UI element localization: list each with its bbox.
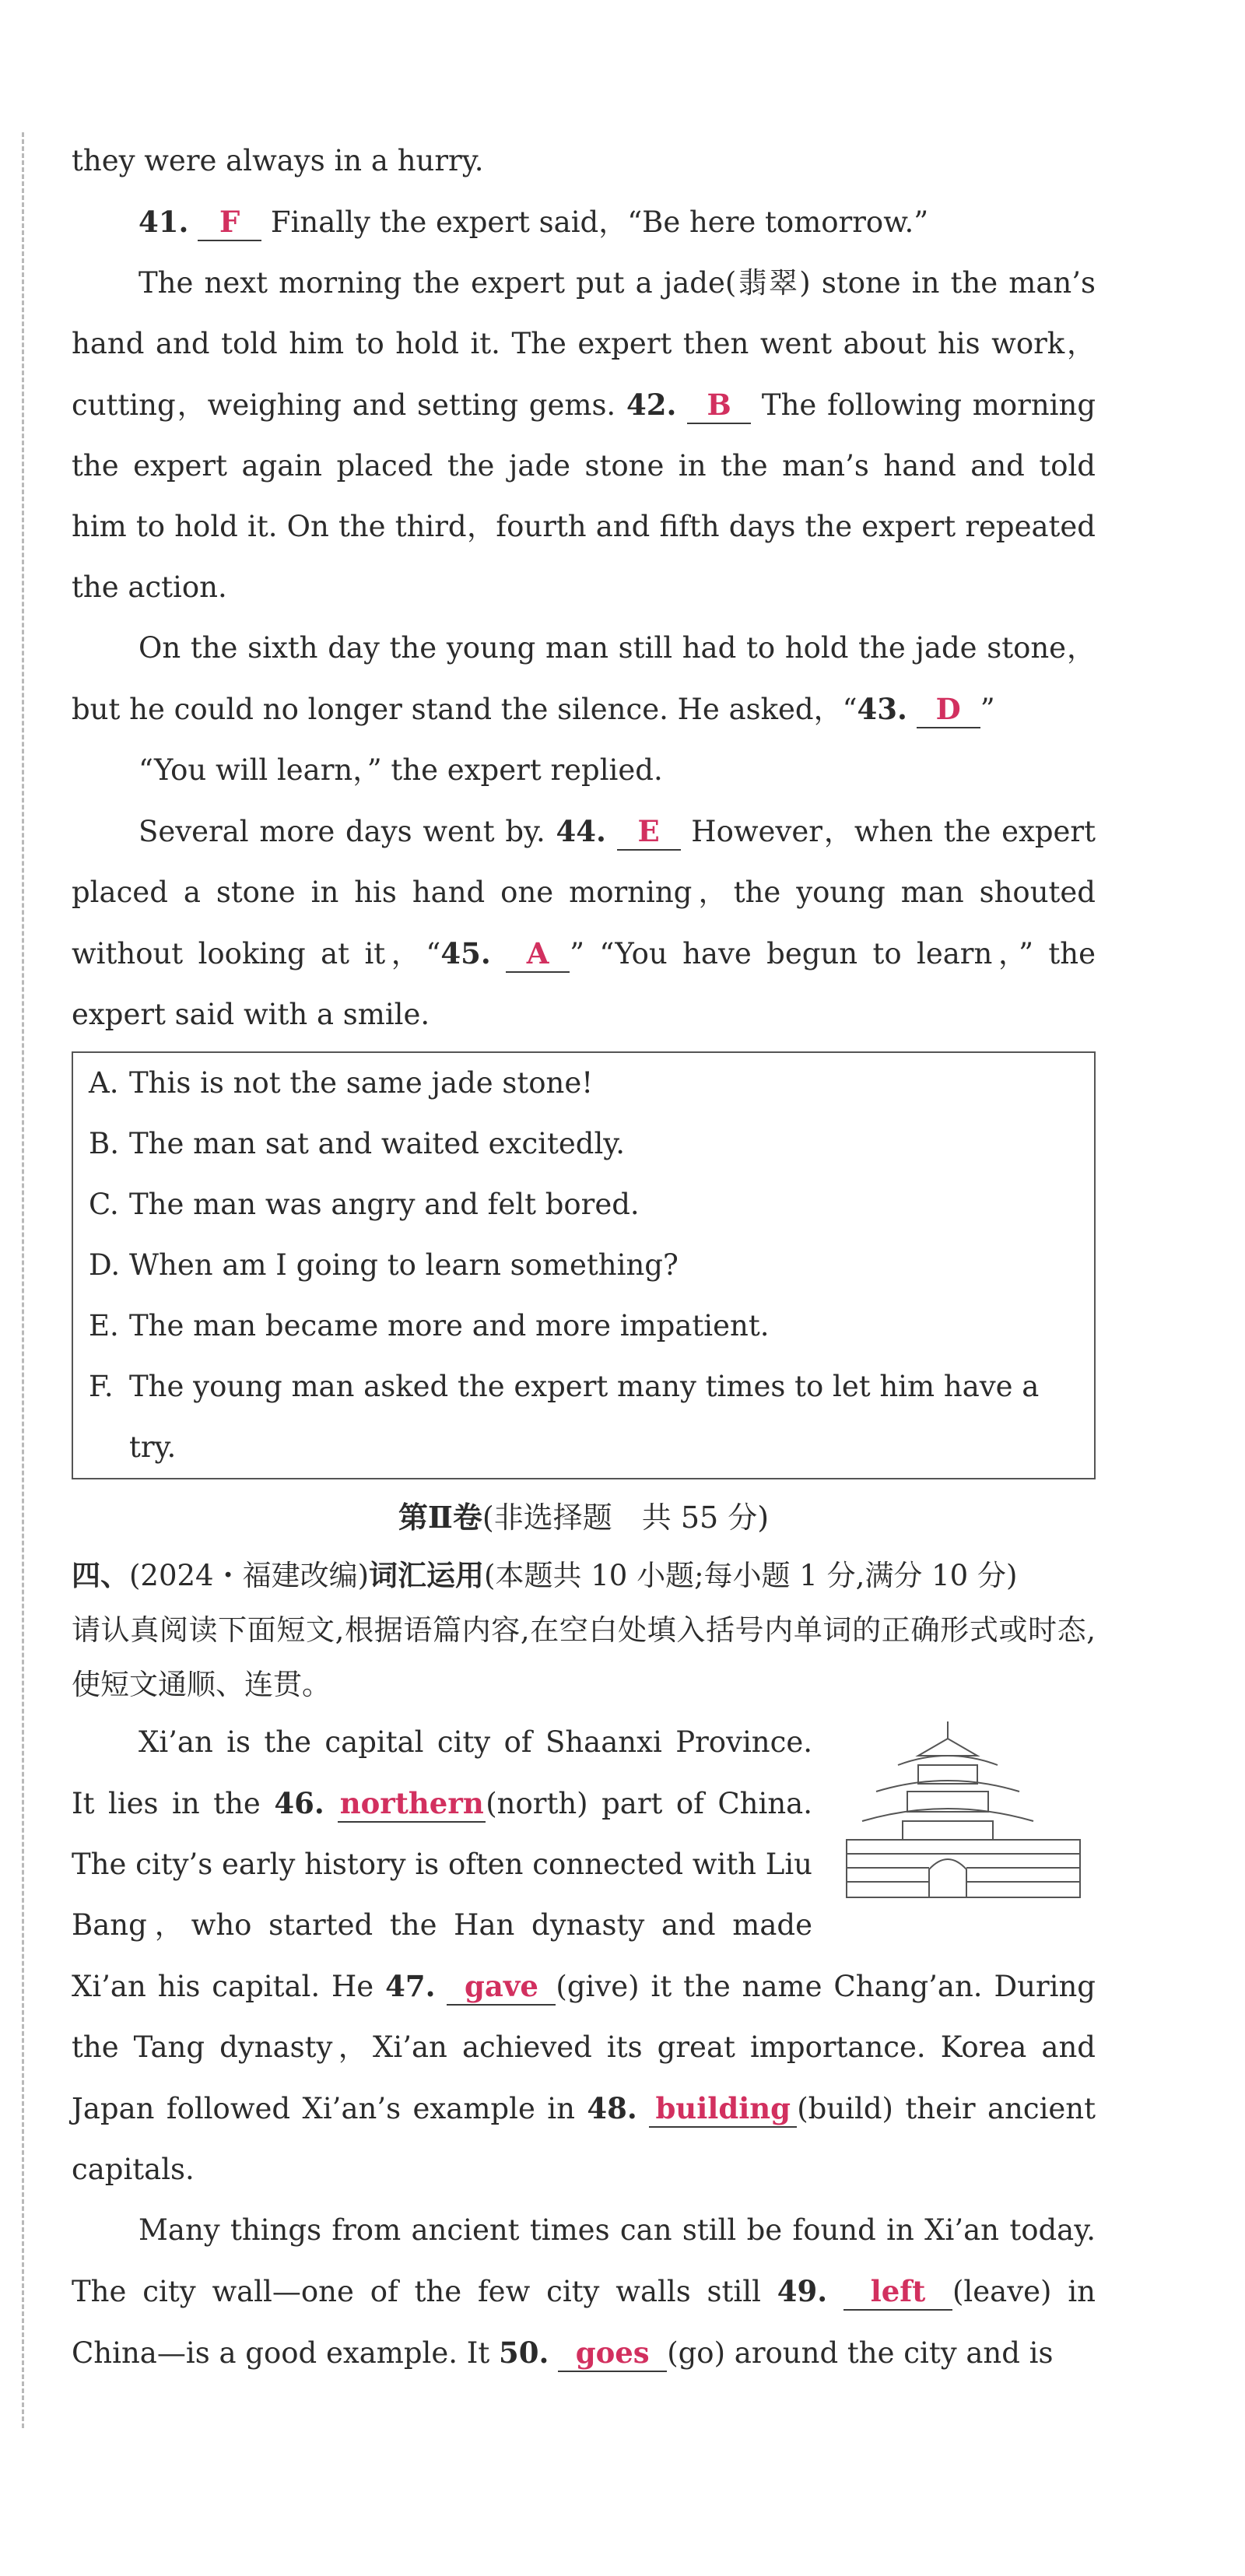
question-number: 44. bbox=[556, 814, 606, 848]
passage-text: (give) it the name Chang’an. During the Tang dynasty，Xi’an achieved its great importance. Korea and Japan followed Xi’an’s example in bbox=[72, 1970, 1096, 2125]
option-text: The man was angry and felt bored. bbox=[129, 1188, 640, 1221]
passage-text: On the sixth day the young man still had to hold the jade stone，but he could no longer stand the silence. He asked，“ bbox=[72, 631, 1096, 726]
passage-text: However，when the expert placed a stone in his hand one morning，the young man shouted without looking at it，“ bbox=[72, 815, 1096, 970]
option-c bbox=[89, 1174, 1077, 1235]
option-e bbox=[89, 1296, 1077, 1356]
passage-paragraph bbox=[72, 801, 1096, 1045]
passage-text: Many things from ancient times can still be found in Xi’an today. The city wall—one of the few city walls still bbox=[72, 2213, 1096, 2308]
option-text: The man sat and waited excitedly. bbox=[129, 1127, 626, 1160]
passage-text: The next morning the expert put a jade(翡翠) stone in the man’s hand and told him to hold it. The expert then went about his work，cutting，weighing and setting gems. bbox=[72, 266, 1096, 422]
instruction-text: 请认真阅读下面短文,根据语篇内容,在空白处填入括号内单词的正确形式或时态,使短文通顺、连贯。 bbox=[72, 1613, 1096, 1701]
question-41 bbox=[72, 191, 1096, 253]
question-number: 41. bbox=[139, 205, 189, 239]
question-number: 47. bbox=[385, 1969, 436, 2003]
question-number: 46. bbox=[274, 1786, 324, 1820]
passage-paragraph bbox=[72, 253, 1096, 618]
answer-blank-42[interactable]: B bbox=[687, 387, 751, 424]
passage-paragraph bbox=[72, 618, 1096, 740]
passage-text: (north) part of China. The city’s early history is often connected with Liu Bang，who started the Han dynasty and made Xi’an his capital. He bbox=[72, 1787, 812, 2003]
option-letter: F. bbox=[89, 1370, 114, 1403]
part-source: (2024・福建改编) bbox=[129, 1559, 370, 1592]
answer-blank-41[interactable]: F bbox=[198, 204, 261, 241]
question-number: 50. bbox=[499, 2336, 549, 2370]
question-number: 45. bbox=[440, 936, 491, 970]
part-heading bbox=[72, 1548, 1096, 1603]
passage-text: Xi’an is the capital city of Shaanxi Province. It lies in the bbox=[72, 1725, 812, 1820]
part-rule: (本题共 10 小题;每小题 1 分,满分 10 分) bbox=[484, 1559, 1018, 1592]
question-number: 42. bbox=[626, 388, 677, 422]
options-box bbox=[72, 1051, 1096, 1479]
page-content bbox=[72, 131, 1096, 2384]
section-title-sub: (非选择题 共 55 分) bbox=[482, 1500, 770, 1535]
option-letter: E. bbox=[89, 1309, 119, 1342]
option-text: The man became more and more impatient. bbox=[129, 1309, 770, 1342]
option-text: This is not the same jade stone! bbox=[129, 1066, 594, 1100]
passage-text: (leave) in China—is a good example. It bbox=[72, 2275, 1096, 2370]
answer-blank-49[interactable]: left bbox=[843, 2273, 952, 2311]
option-letter: A. bbox=[89, 1066, 119, 1100]
answer-blank-47[interactable]: gave bbox=[447, 1968, 556, 2006]
option-d bbox=[89, 1235, 1077, 1296]
answer-blank-43[interactable]: D bbox=[917, 691, 980, 728]
passage-text: Finally the expert said，“Be here tomorrow.” bbox=[261, 205, 929, 239]
answer-blank-44[interactable]: E bbox=[617, 813, 681, 851]
answer-blank-45[interactable]: A bbox=[506, 935, 570, 973]
option-a bbox=[89, 1053, 1077, 1114]
passage-text: (build) their ancient capitals. bbox=[72, 2092, 1096, 2186]
option-b bbox=[89, 1114, 1077, 1174]
passage-text: ” bbox=[980, 693, 995, 726]
answer-blank-50[interactable]: goes bbox=[558, 2335, 667, 2372]
option-text: The young man asked the expert many times to let him have a try. bbox=[129, 1370, 1040, 1464]
passage-paragraph-xian bbox=[72, 2200, 1096, 2384]
bell-tower-illustration bbox=[831, 1715, 1096, 1902]
section-title bbox=[72, 1487, 1096, 1548]
question-number: 43. bbox=[857, 692, 907, 726]
part-name: 词汇运用 bbox=[369, 1558, 485, 1592]
option-text: When am I going to learn something? bbox=[129, 1248, 679, 1282]
binding-margin-line bbox=[22, 132, 24, 2428]
passage-text: (go) around the city and is bbox=[667, 2336, 1054, 2370]
passage-text: Several more days went by. bbox=[139, 815, 556, 848]
answer-blank-48[interactable]: building bbox=[649, 2090, 797, 2128]
part-label: 四、 bbox=[72, 1558, 129, 1592]
passage-text: ” “You have begun to learn，” the expert said with a smile. bbox=[72, 937, 1096, 1031]
section-title-main: 第Ⅱ卷 bbox=[398, 1500, 482, 1535]
option-letter: D. bbox=[89, 1248, 121, 1282]
question-number: 48. bbox=[587, 2091, 637, 2125]
passage-line: they were always in a hurry. bbox=[72, 144, 484, 177]
passage-text: The following morning the expert again placed the jade stone in the man’s hand and told him to hold it. On the third，fourth and fifth days the expert repeated the action. bbox=[72, 388, 1096, 604]
answer-blank-46[interactable]: northern bbox=[338, 1785, 486, 1823]
option-f bbox=[89, 1356, 1077, 1478]
option-letter: C. bbox=[89, 1188, 119, 1221]
question-number: 49. bbox=[777, 2274, 828, 2308]
option-letter: B. bbox=[89, 1127, 119, 1160]
passage-paragraph: “You will learn，” the expert replied. bbox=[139, 753, 663, 787]
